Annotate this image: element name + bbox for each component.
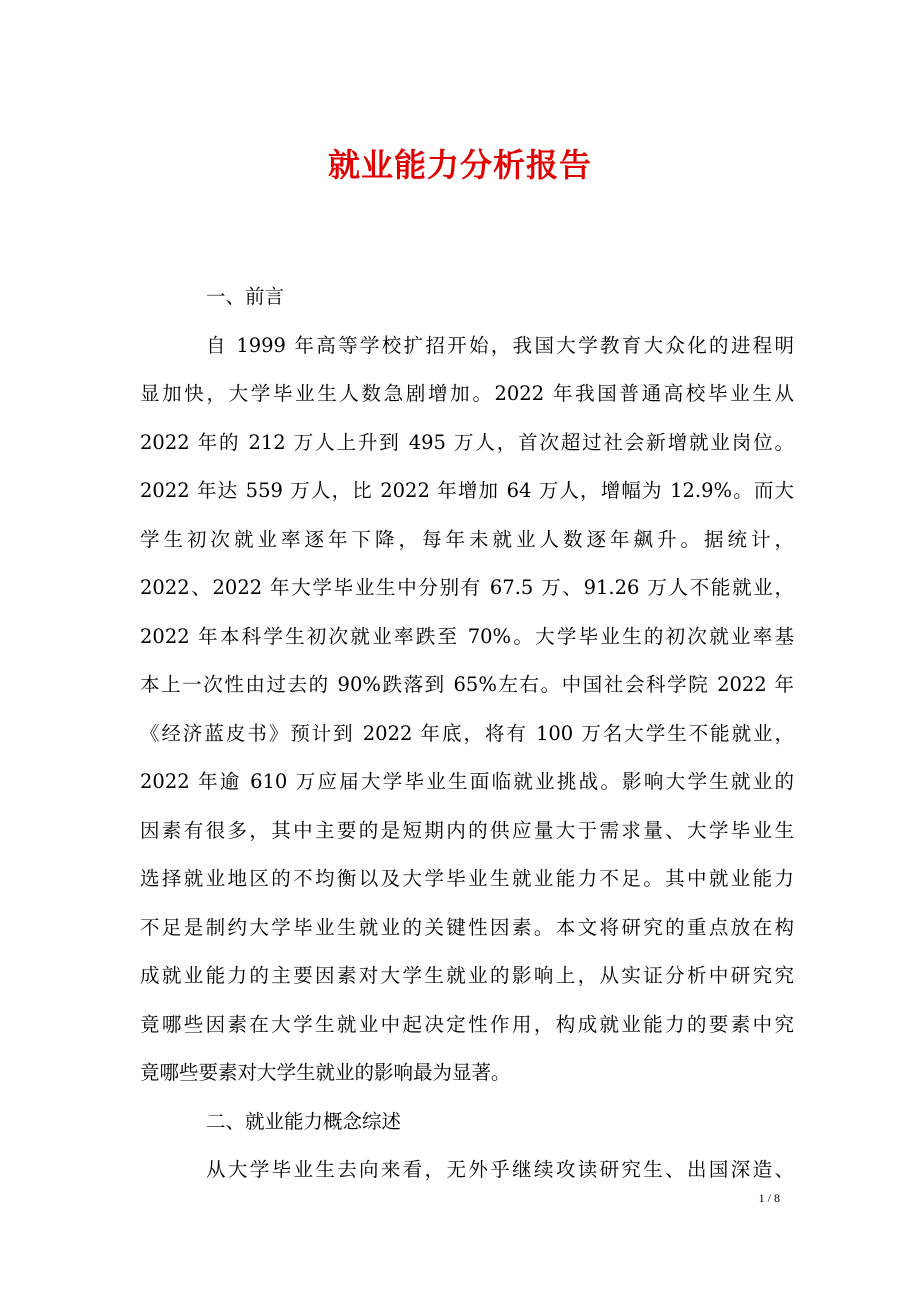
paragraph-line: 因素有很多，其中主要的是短期内的供应量大于需求量、大学毕业生: [140, 818, 794, 842]
paragraph-line: 2022、2022 年大学毕业生中分别有 67.5 万、91.26 万人不能就业，: [140, 576, 794, 599]
paragraph-line: 本上一次性由过去的 90%跌落到 65%左右。中国社会科学院 2022 年: [140, 673, 794, 696]
section-heading-concept: 二、就业能力概念综述: [206, 1109, 402, 1133]
paragraph-line: 竟哪些要素对大学生就业的影响最为显著。: [140, 1061, 511, 1084]
paragraph-line: 从大学毕业生去向来看，无外乎继续攻读研究生、出国深造、: [206, 1158, 794, 1181]
paragraph-line: 不足是制约大学毕业生就业的关键性因素。本文将研究的重点放在构: [140, 915, 794, 939]
section-heading-preface: 一、前言: [206, 285, 285, 308]
paragraph-preface: [140, 322, 794, 1098]
paragraph-line: 成就业能力的主要因素对大学生就业的影响上，从实证分析中研究究: [140, 964, 794, 987]
page-number: 1 / 8: [758, 1191, 780, 1205]
document-body: [140, 273, 794, 1195]
paragraph-line: 2022 年本科学生初次就业率跌至 70%。大学毕业生的初次就业率基: [140, 624, 794, 648]
document-title: 就业能力分析报告: [327, 146, 592, 184]
paragraph-line: 2022 年的 212 万人上升到 495 万人，首次超过社会新增就业岗位。: [140, 430, 794, 454]
paragraph-line: 选择就业地区的不均衡以及大学毕业生就业能力不足。其中就业能力: [140, 867, 794, 890]
paragraph-line: 学生初次就业率逐年下降，每年未就业人数逐年飙升。据统计，: [140, 527, 794, 551]
paragraph-line: 2022 年达 559 万人，比 2022 年增加 64 万人，增幅为 12.9%。而大: [140, 479, 794, 502]
paragraph-line: 显加快，大学毕业生人数急剧增加。2022 年我国普通高校毕业生从: [140, 382, 794, 405]
paragraph-concept: [140, 1146, 794, 1195]
paragraph-line: 《经济蓝皮书》预计到 2022 年底，将有 100 万名大学生不能就业，: [140, 721, 794, 745]
paragraph-line: 竟哪些因素在大学生就业中起决定性作用，构成就业能力的要素中究: [140, 1012, 794, 1036]
paragraph-line: 自 1999 年高等学校扩招开始，我国大学教育大众化的进程明: [206, 333, 794, 357]
paragraph-line: 2022 年逾 610 万应届大学毕业生面临就业挑战。影响大学生就业的: [140, 770, 794, 793]
